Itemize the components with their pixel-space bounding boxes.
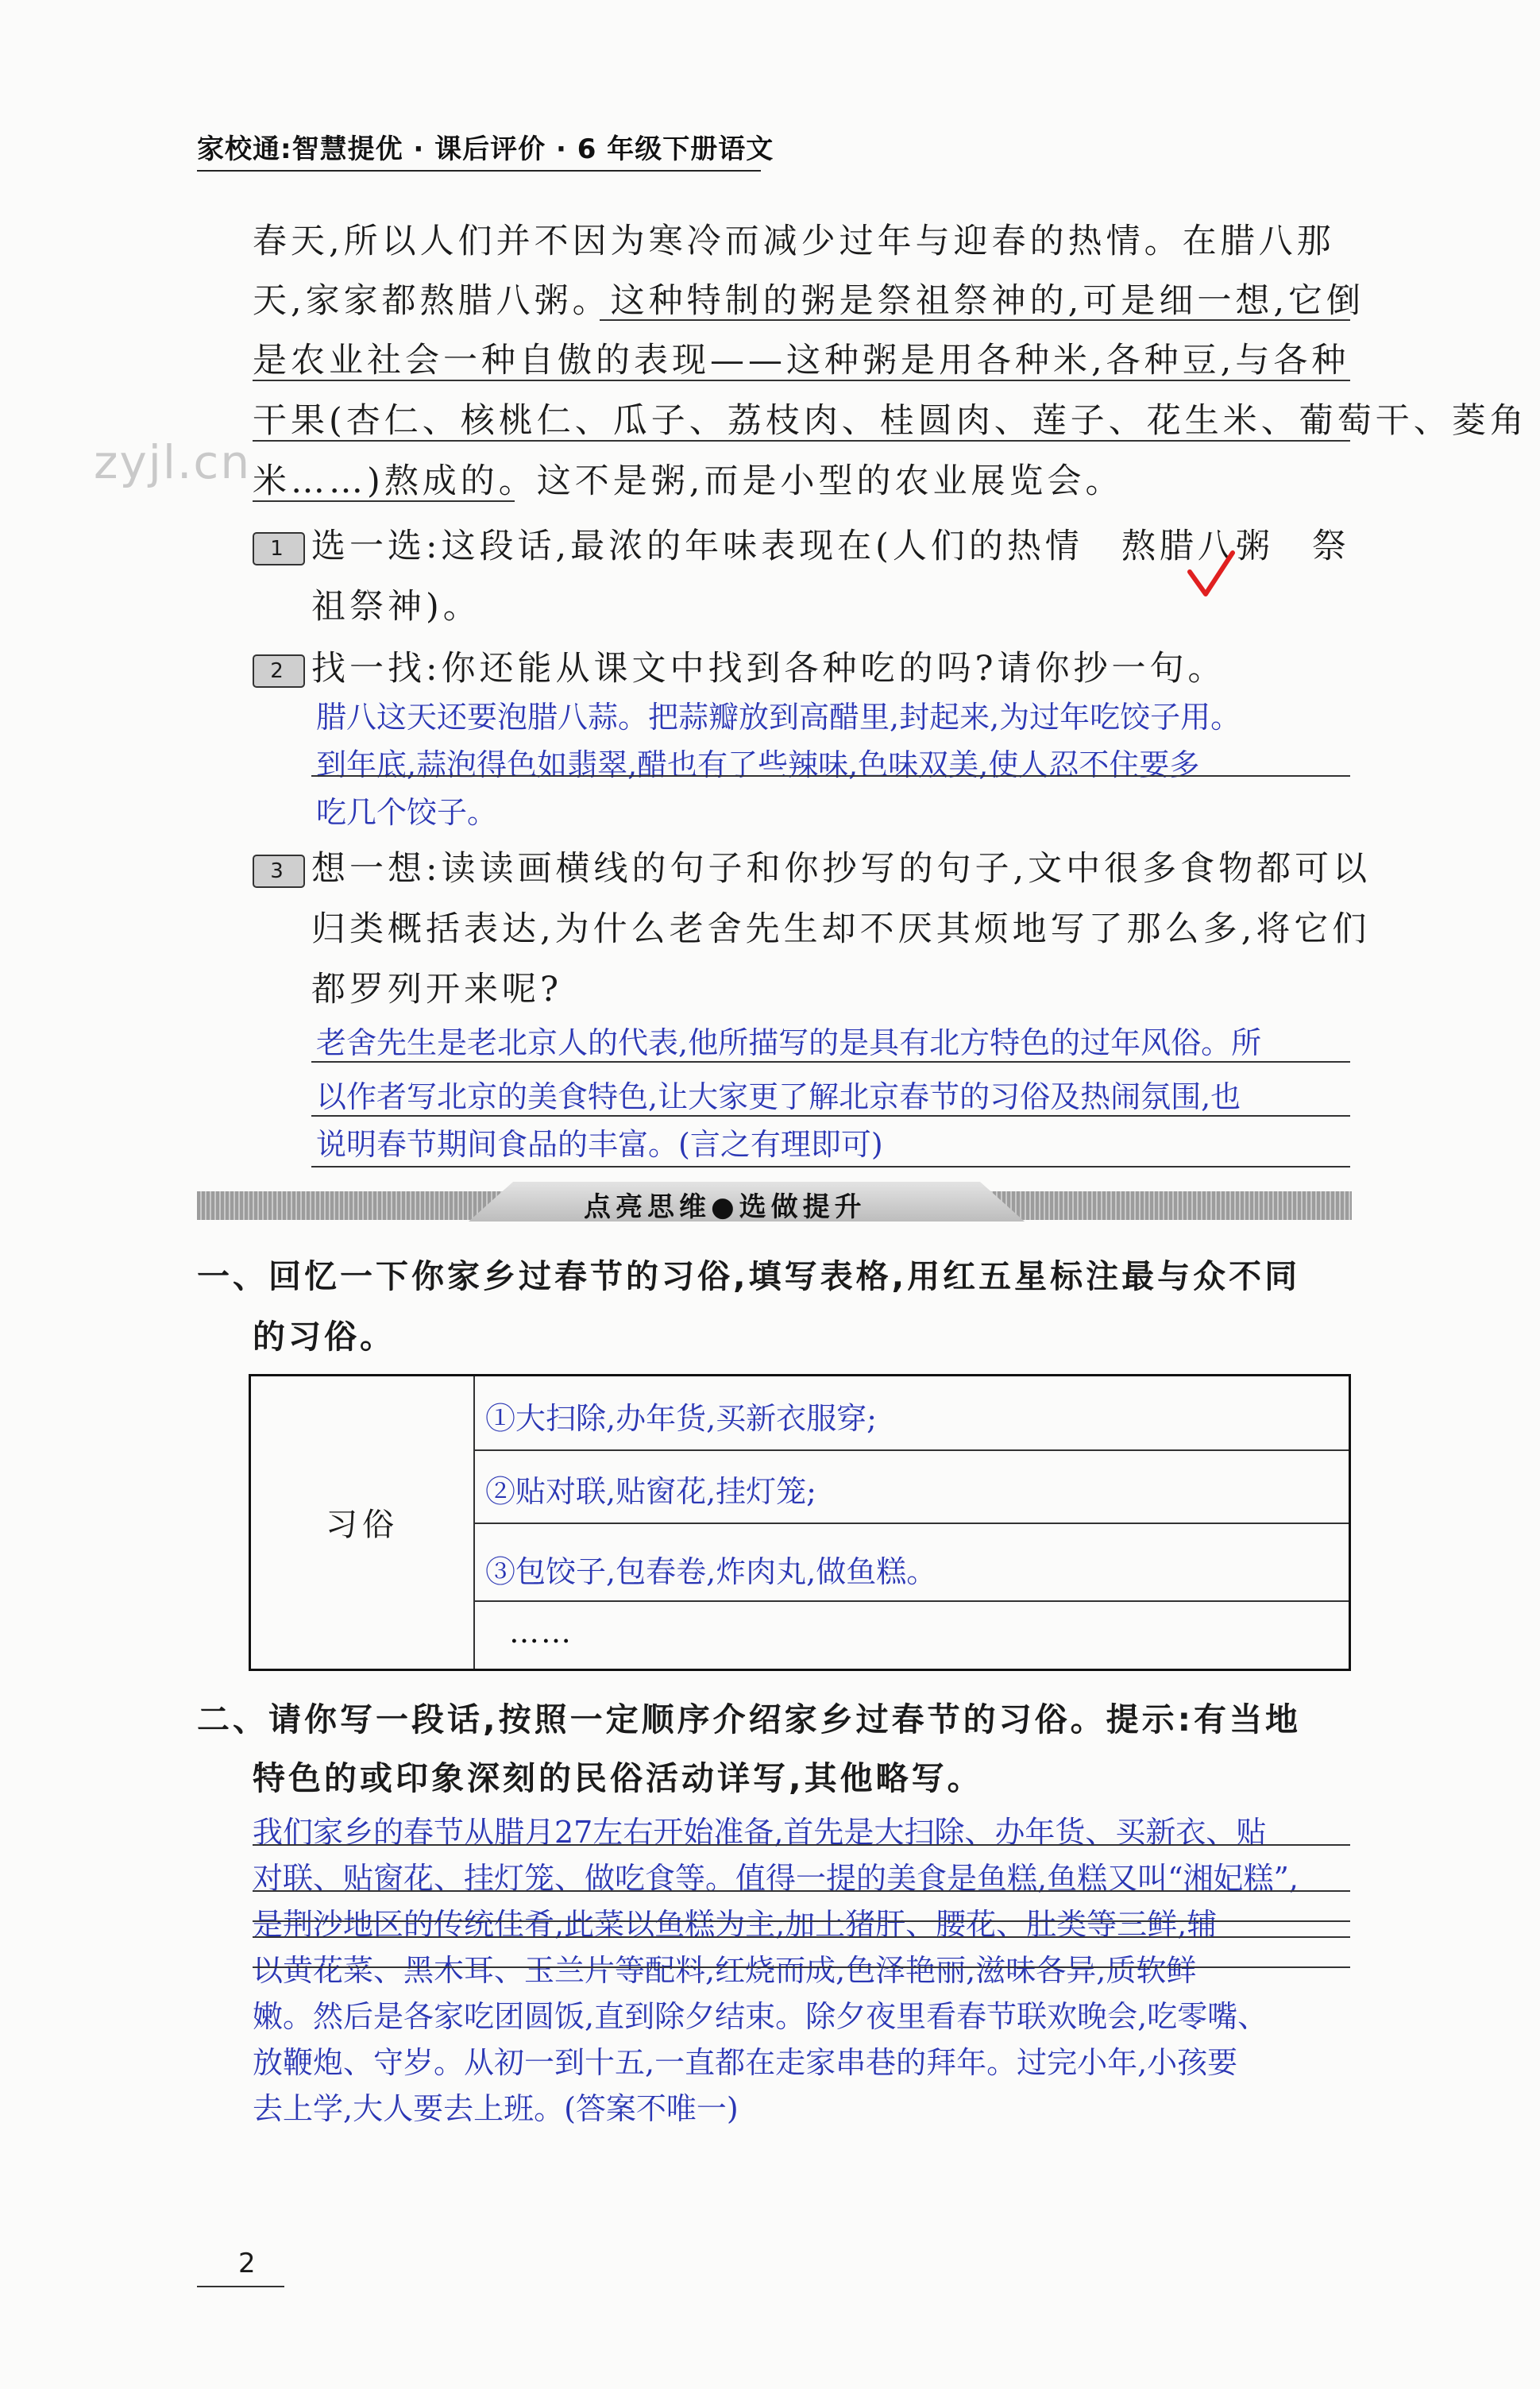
answer-line: 对联、贴窗花、挂灯笼、做吃食等。值得一提的美食是鱼糕,鱼糕又叫“湘妃糕”, [253, 1861, 1299, 1896]
strike-line [253, 1920, 1350, 1922]
sentence-underline [253, 500, 515, 502]
passage-line: 是农业社会一种自傲的表现——这种粥是用各种米,各种豆,与各种 [253, 341, 1350, 380]
answer-line: 放鞭炮、守岁。从初一到十五,一直都在走家串巷的拜年。过完小年,小孩要 [253, 2045, 1238, 2080]
strike-line [253, 1966, 1350, 1968]
section-prompt: 特色的或印象深刻的民俗活动详写,其他略写。 [253, 1759, 983, 1797]
table-label: 习俗 [326, 1507, 399, 1543]
answer-rule [253, 1936, 1350, 1938]
table-row: ③包饺子,包春卷,炸肉丸,做鱼糕。 [485, 1554, 937, 1589]
question-text: 找一找:你还能从课文中找到各种吃的吗?请你抄一句。 [311, 649, 1226, 689]
page-number: 2 [238, 2248, 256, 2279]
table-row-divider [473, 1523, 1349, 1524]
passage-line: 天,家家都熬腊八粥。这种特制的粥是祭祖祭神的,可是细一想,它倒 [253, 281, 1365, 321]
question-number: 2 [253, 654, 305, 688]
sentence-underline [253, 380, 1350, 381]
table-ellipsis: …… [509, 1615, 573, 1650]
question-text: 选一选:这段话,最浓的年味表现在(人们的热情 熬腊八粥 祭 [311, 527, 1350, 566]
sentence-underline [600, 319, 1350, 321]
answer-line: 以作者写北京的美食特色,让大家更了解北京春节的习俗及热闹氛围,也 [316, 1079, 1241, 1114]
page-number-rule [197, 2286, 284, 2287]
answer-line: 吃几个饺子。 [316, 795, 498, 830]
answer-rule [253, 1844, 1350, 1846]
question-text: 祖祭神)。 [311, 587, 481, 627]
table-row-divider [473, 1600, 1349, 1602]
answer-rule [311, 1115, 1350, 1117]
answer-rule [311, 1061, 1350, 1063]
section-banner-title: 点亮思维●选做提升 [584, 1191, 866, 1223]
answer-line: 嫩。然后是各家吃团圆饭,直到除夕结束。除夕夜里看春节联欢晚会,吃零嘴、 [253, 1999, 1268, 2034]
section-prompt: 一、回忆一下你家乡过春节的习俗,填写表格,用红五星标注最与众不同 [197, 1257, 1301, 1295]
customs-table [249, 1374, 1351, 1671]
passage-line: 米……)熬成的。这不是粥,而是小型的农业展览会。 [253, 461, 1124, 501]
table-row-divider [473, 1449, 1349, 1451]
question-text: 归类概括表达,为什么老舍先生却不厌其烦地写了那么多,将它们 [311, 909, 1371, 949]
answer-line: 腊八这天还要泡腊八蒜。把蒜瓣放到高醋里,封起来,为过年吃饺子用。 [316, 700, 1241, 735]
answer-rule [311, 1166, 1350, 1167]
answer-line: 去上学,大人要去上班。(答案不唯一) [253, 2091, 739, 2126]
question-text: 都罗列开来呢? [311, 970, 563, 1009]
sentence-underline [253, 440, 1350, 442]
passage-line: 春天,所以人们并不因为寒冷而减少过年与迎春的热情。在腊八那 [253, 222, 1335, 261]
section-prompt: 二、请你写一段话,按照一定顺序介绍家乡过春节的习俗。提示:有当地 [197, 1700, 1301, 1739]
section-prompt: 的习俗。 [253, 1318, 396, 1356]
passage-line: 干果(杏仁、核桃仁、瓜子、荔枝肉、桂圆肉、莲子、花生米、葡萄干、菱角 [253, 401, 1528, 441]
table-row: ①大扫除,办年货,买新衣服穿; [485, 1401, 877, 1436]
answer-rule [311, 775, 1350, 777]
question-number: 1 [253, 532, 305, 565]
answer-line: 老舍先生是老北京人的代表,他所描写的是具有北方特色的过年风俗。所 [316, 1025, 1262, 1060]
question-number: 3 [253, 855, 305, 888]
answer-line: 到年底,蒜泡得色如翡翠,醋也有了些辣味,色味双美,使人忍不住要多 [316, 747, 1200, 782]
answer-line: 我们家乡的春节从腊月27左右开始准备,首先是大扫除、办年货、买新衣、贴 [253, 1815, 1267, 1850]
checkmark-icon [1183, 548, 1239, 604]
answer-rule [253, 1890, 1350, 1892]
table-row: ②贴对联,贴窗花,挂灯笼; [485, 1474, 816, 1509]
answer-line: 是荆沙地区的传统佳肴,此菜以鱼糕为主,加上猪肝、腰花、肚类等三鲜,辅 [253, 1907, 1218, 1942]
header-rule [197, 170, 761, 172]
page-header: 家校通:智慧提优 · 课后评价 · 6 年级下册语文 [197, 133, 774, 165]
answer-line: 说明春节期间食品的丰富。(言之有理即可) [316, 1127, 883, 1162]
answer-line: 以黄花菜、黑木耳、玉兰片等配料,红烧而成,色泽艳丽,滋味各异,质软鲜 [253, 1953, 1197, 1988]
question-text: 想一想:读读画横线的句子和你抄写的句子,文中很多食物都可以 [311, 849, 1372, 889]
watermark: zyjl.cn [94, 435, 252, 489]
